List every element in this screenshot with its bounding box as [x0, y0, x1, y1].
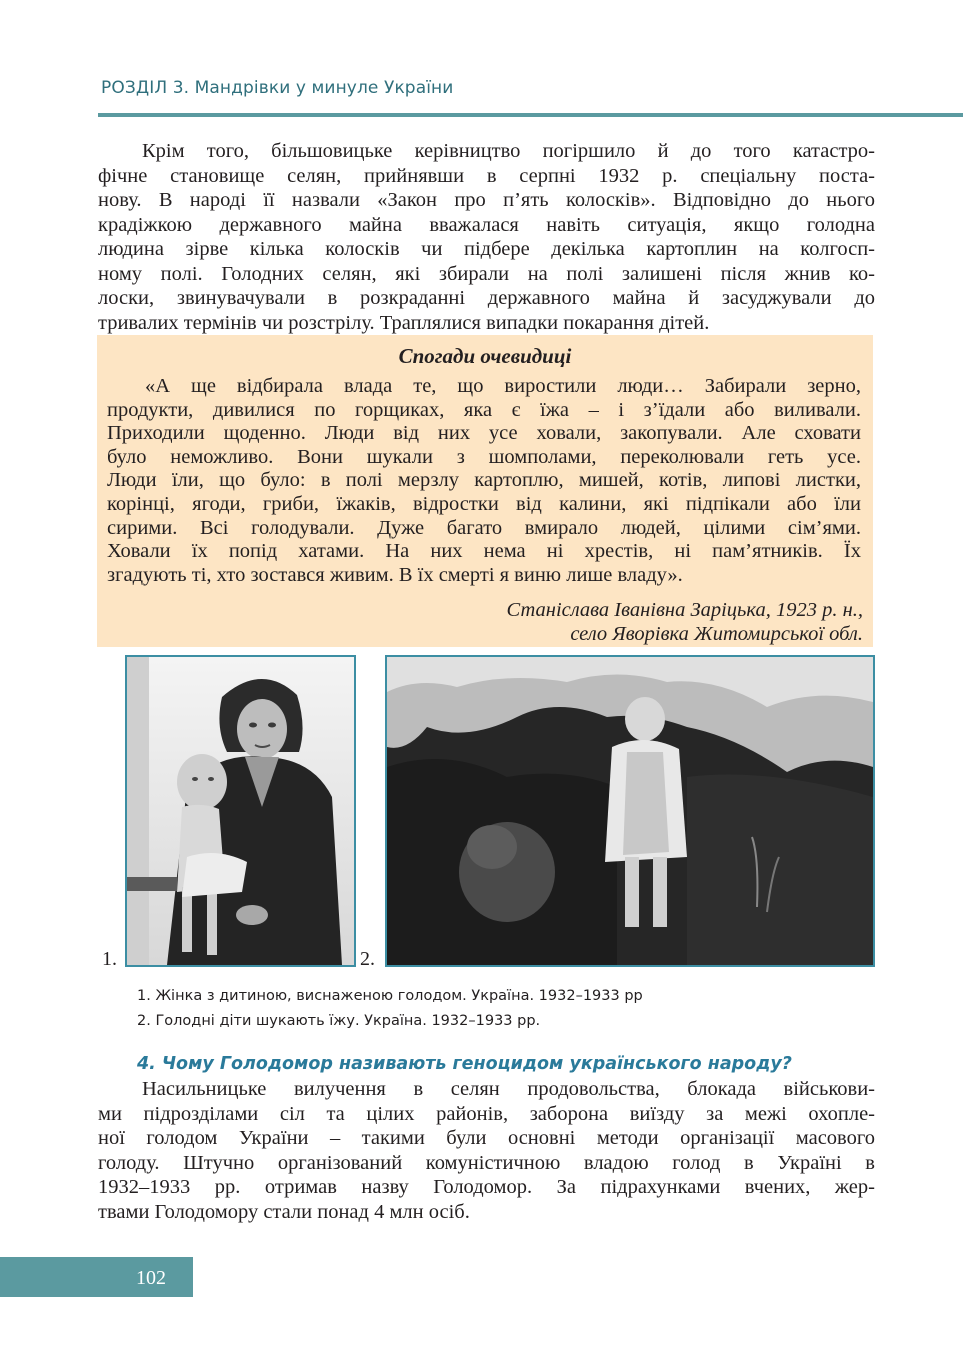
text-line: голоду. Штучно організований комуністичною владою голод в Україні в: [98, 1151, 875, 1174]
text-line: лоски, звинувачували в розкраданні державного майна й засуджували до: [98, 287, 875, 309]
quote-author-place: село Яворівка Житомирської обл.: [570, 623, 863, 645]
photo-caption-2: 2. Голодні діти шукають їжу. Україна. 1932–1933 рр.: [137, 1013, 541, 1029]
text-line: тривалих термінів чи розстрілу. Траплялися випадки покарання дітей.: [98, 311, 710, 334]
quote-line: продукти, дивилися по горщиках, яка є їжа – і з’їдали або виливали.: [107, 398, 861, 421]
quote-line: корінці, ягоди, гриби, їжаків, відростки від калини, які підпікали або їли: [107, 492, 861, 515]
text-line: нову. В народі її назвали «Закон про п’ять колосків». Відповідно до нього: [98, 189, 875, 211]
text-line: ної голодом України – такими були основні методи організації масового: [98, 1127, 875, 1149]
photo-number-1: 1.: [102, 948, 117, 970]
text-line: ному полі. Голодних селян, які збирали на полі залишені після жнив ко-: [98, 262, 875, 285]
text-line: крадіжкою державного майна вважалася навіть ситуація, якщо голодна: [98, 213, 875, 236]
quote-title: Спогади очевидиці: [398, 344, 572, 368]
quote-author: [507, 598, 864, 646]
page-number: 102: [136, 1267, 166, 1289]
quote-line: сирими. Всі голодували. Дуже багато вмирало людей, цілими сім’ями.: [107, 516, 861, 539]
paragraph-2: [98, 1077, 875, 1224]
text-line: Насильницьке вилучення в селян продовольства, блокада військови-: [142, 1078, 875, 1100]
quote-line: Приходили щоденно. Люди від них усе ховали, закопували. Але сховати: [107, 422, 861, 445]
quote-line: було неможливо. Вони шукали з шомполами, переколювали геть усе.: [107, 445, 861, 468]
photo-number-2: 2.: [360, 948, 375, 970]
text-line: 1932–1933 рр. отримав назву Голодомор. За підрахунками вчених, жер-: [98, 1176, 875, 1198]
photo-woman-with-child: [125, 655, 356, 967]
quote-text: [107, 375, 861, 587]
photo-children-searching-food: [385, 655, 875, 967]
text-line: Крім того, більшовицьке керівництво погіршило й до того катастро-: [142, 140, 875, 162]
quote-line: Ховали їх попід хатами. На них нема ні хрестів, ні пам’ятників. Їх: [107, 540, 861, 563]
text-line: людина зірве кілька колосків чи підбере декілька картоплин на колгосп-: [98, 238, 875, 260]
quote-author-name: Станіслава Іванівна Заріцька, 1923 р. н.,: [506, 599, 863, 621]
header-divider: [98, 113, 963, 117]
quote-line: «А ще відбирала влада те, що виростили люди… Забирали зерно,: [145, 375, 861, 397]
text-line: ми підрозділами сіл та цілих районів, заборона виїзду за межі охопле-: [98, 1102, 875, 1125]
text-line: твами Голодомору стали понад 4 млн осіб.: [98, 1200, 470, 1223]
text-line: фічне становище селян, прийнявши в серпні 1932 р. спеціальну поста-: [98, 164, 875, 187]
quote-line: згадують ті, хто зостався живим. В їх смерті я виню лише владу».: [107, 563, 683, 586]
quote-line: Люди їли, що було: в полі мерзлу картоплю, мишей, котів, липові листки,: [107, 469, 861, 492]
section-header-title: РОЗДІЛ 3. Мандрівки у минуле України: [101, 78, 454, 98]
paragraph-1: [98, 139, 875, 335]
eyewitness-quote-box: [97, 335, 873, 647]
section-heading: 4. Чому Голодомор називають геноцидом українського народу?: [137, 1054, 792, 1074]
photo-caption-1: 1. Жінка з дитиною, виснаженою голодом. Україна. 1932–1933 рр: [137, 988, 643, 1004]
